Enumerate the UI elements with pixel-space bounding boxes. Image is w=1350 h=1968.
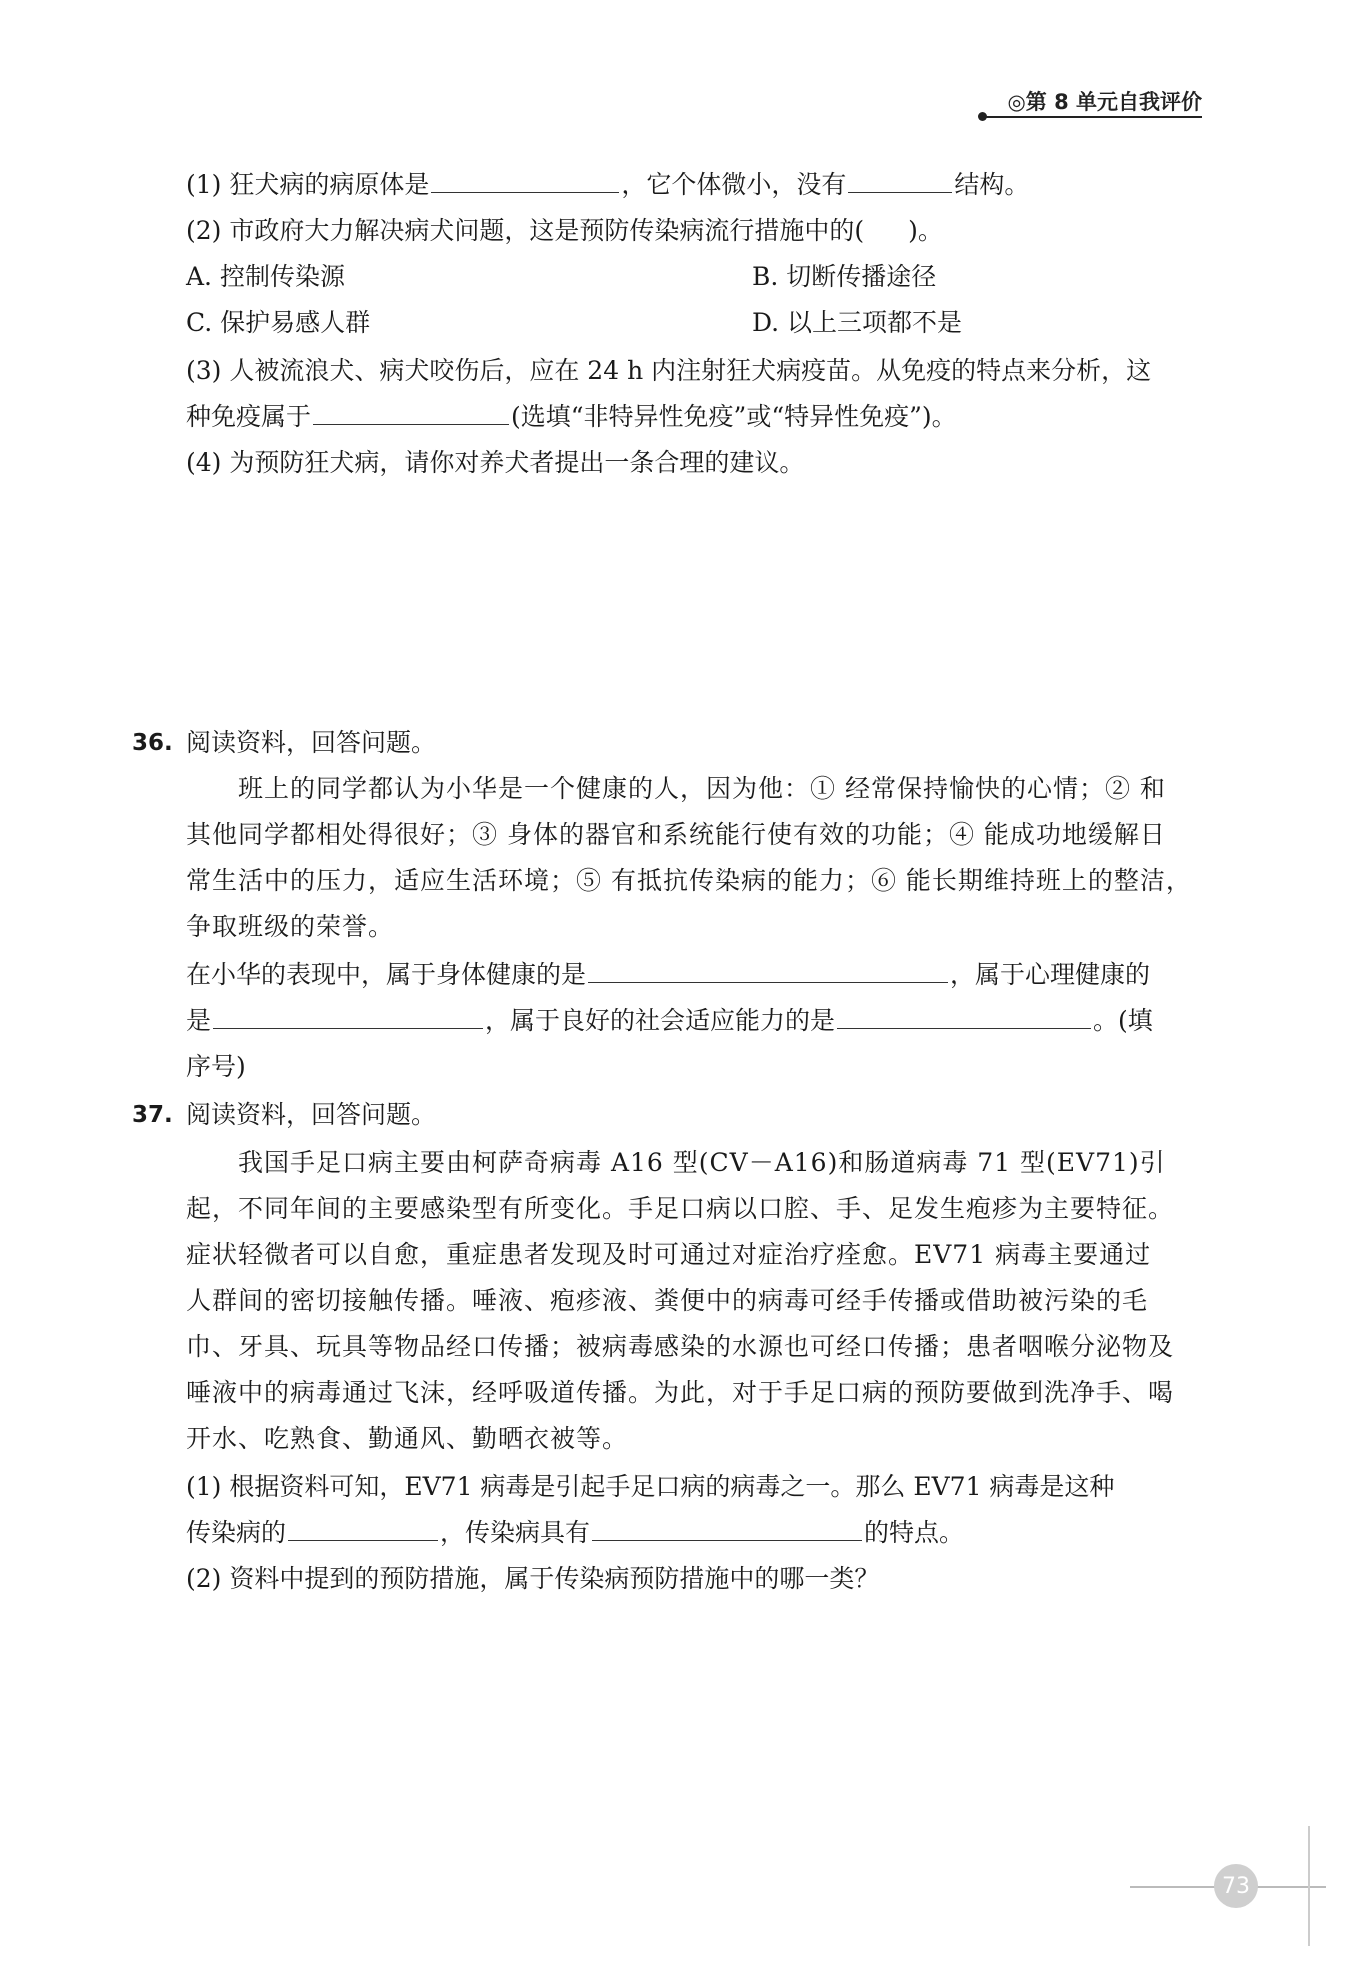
q35-line-1: (1) 狂犬病的病原体是 ，它个体微小，没有 结构。 xyxy=(186,170,1030,199)
question-title: 阅读资料，回答问题。 xyxy=(186,1100,437,1129)
q37-sub-1-line-1: (1) 根据资料可知，EV71 病毒是引起手足口病的病毒之一。那么 EV71 病毒是这种 xyxy=(186,1472,1115,1501)
page-number: 73 xyxy=(1214,1864,1258,1908)
question-number: 37. xyxy=(132,1102,173,1128)
material-line: 其他同学都相处得很好；③ 身体的器官和系统能行使有效的功能；④ 能成功地缓解日 xyxy=(186,820,1166,849)
answer-blank[interactable] xyxy=(588,958,948,983)
material-line: 唾液中的病毒通过飞沫，经呼吸道传播。为此，对于手足口病的预防要做到洗净手、喝 xyxy=(186,1378,1175,1407)
unit-header-title: ◎第 8 单元自我评价 xyxy=(1007,90,1202,114)
material-line: 人群间的密切接触传播。唾液、疱疹液、粪便中的病毒可经手传播或借助被污染的毛 xyxy=(186,1286,1149,1315)
material-line: 巾、牙具、玩具等物品经口传播；被病毒感染的水源也可经口传播；患者咽喉分泌物及 xyxy=(186,1332,1175,1361)
option-d[interactable]: D. 以上三项都不是 xyxy=(752,308,963,337)
q35-line-3: (3) 人被流浪犬、病犬咬伤后，应在 24 h 内注射狂犬病疫苗。从免疫的特点来分析，这 xyxy=(186,356,1152,385)
answer-blank[interactable] xyxy=(848,168,952,193)
q37-sub-2: (2) 资料中提到的预防措施，属于传染病预防措施中的哪一类？ xyxy=(186,1564,880,1593)
material-line: 常生活中的压力，适应生活环境；⑤ 有抵抗传染病的能力；⑥ 能长期维持班上的整洁， xyxy=(186,866,1192,895)
answer-blank[interactable] xyxy=(592,1516,862,1541)
material-line: 班上的同学都认为小华是一个健康的人，因为他：① 经常保持愉快的心情；② 和 xyxy=(238,774,1166,803)
material-line: 开水、吃熟食、勤通风、勤晒衣被等。 xyxy=(186,1424,629,1453)
answer-blank[interactable] xyxy=(313,400,509,425)
answer-blank[interactable] xyxy=(288,1516,438,1541)
q36-answer-line-3: 序号) xyxy=(186,1052,246,1081)
answer-blank[interactable] xyxy=(213,1004,483,1029)
header-rule xyxy=(984,116,1202,118)
material-line: 起，不同年间的主要感染型有所变化。手足口病以口腔、手、足发生疱疹为主要特征。 xyxy=(186,1194,1175,1223)
material-line: 症状轻微者可以自愈，重症患者发现及时可通过对症治疗痊愈。EV71 病毒主要通过 xyxy=(186,1240,1152,1269)
material-line: 争取班级的荣誉。 xyxy=(186,912,395,941)
answer-blank[interactable] xyxy=(431,168,619,193)
q35-line-4: 种免疫属于 (选填“非特异性免疫”或“特异性免疫”)。 xyxy=(186,402,957,431)
q37-sub-1-line-2: 传染病的 ，传染病具有 的特点。 xyxy=(186,1518,965,1547)
option-c[interactable]: C. 保护易感人群 xyxy=(186,308,371,337)
material-line: 我国手足口病主要由柯萨奇病毒 A16 型(CV－A16)和肠道病毒 71 型(EV71)引 xyxy=(238,1148,1166,1177)
option-b[interactable]: B. 切断传播途径 xyxy=(752,262,937,291)
q35-line-5: (4) 为预防狂犬病，请你对养犬者提出一条合理的建议。 xyxy=(186,448,805,477)
answer-blank[interactable] xyxy=(837,1004,1091,1029)
q36-answer-line-2: 是 ，属于良好的社会适应能力的是 。(填 xyxy=(186,1006,1153,1035)
question-number: 36. xyxy=(132,730,173,756)
q35-line-2: (2) 市政府大力解决病犬问题，这是预防传染病流行措施中的( )。 xyxy=(186,216,943,245)
option-a[interactable]: A. 控制传染源 xyxy=(186,262,345,291)
footer-margin-rule xyxy=(1308,1826,1310,1946)
q36-answer-line-1: 在小华的表现中，属于身体健康的是 ，属于心理健康的 xyxy=(186,960,1151,989)
question-title: 阅读资料，回答问题。 xyxy=(186,728,437,757)
